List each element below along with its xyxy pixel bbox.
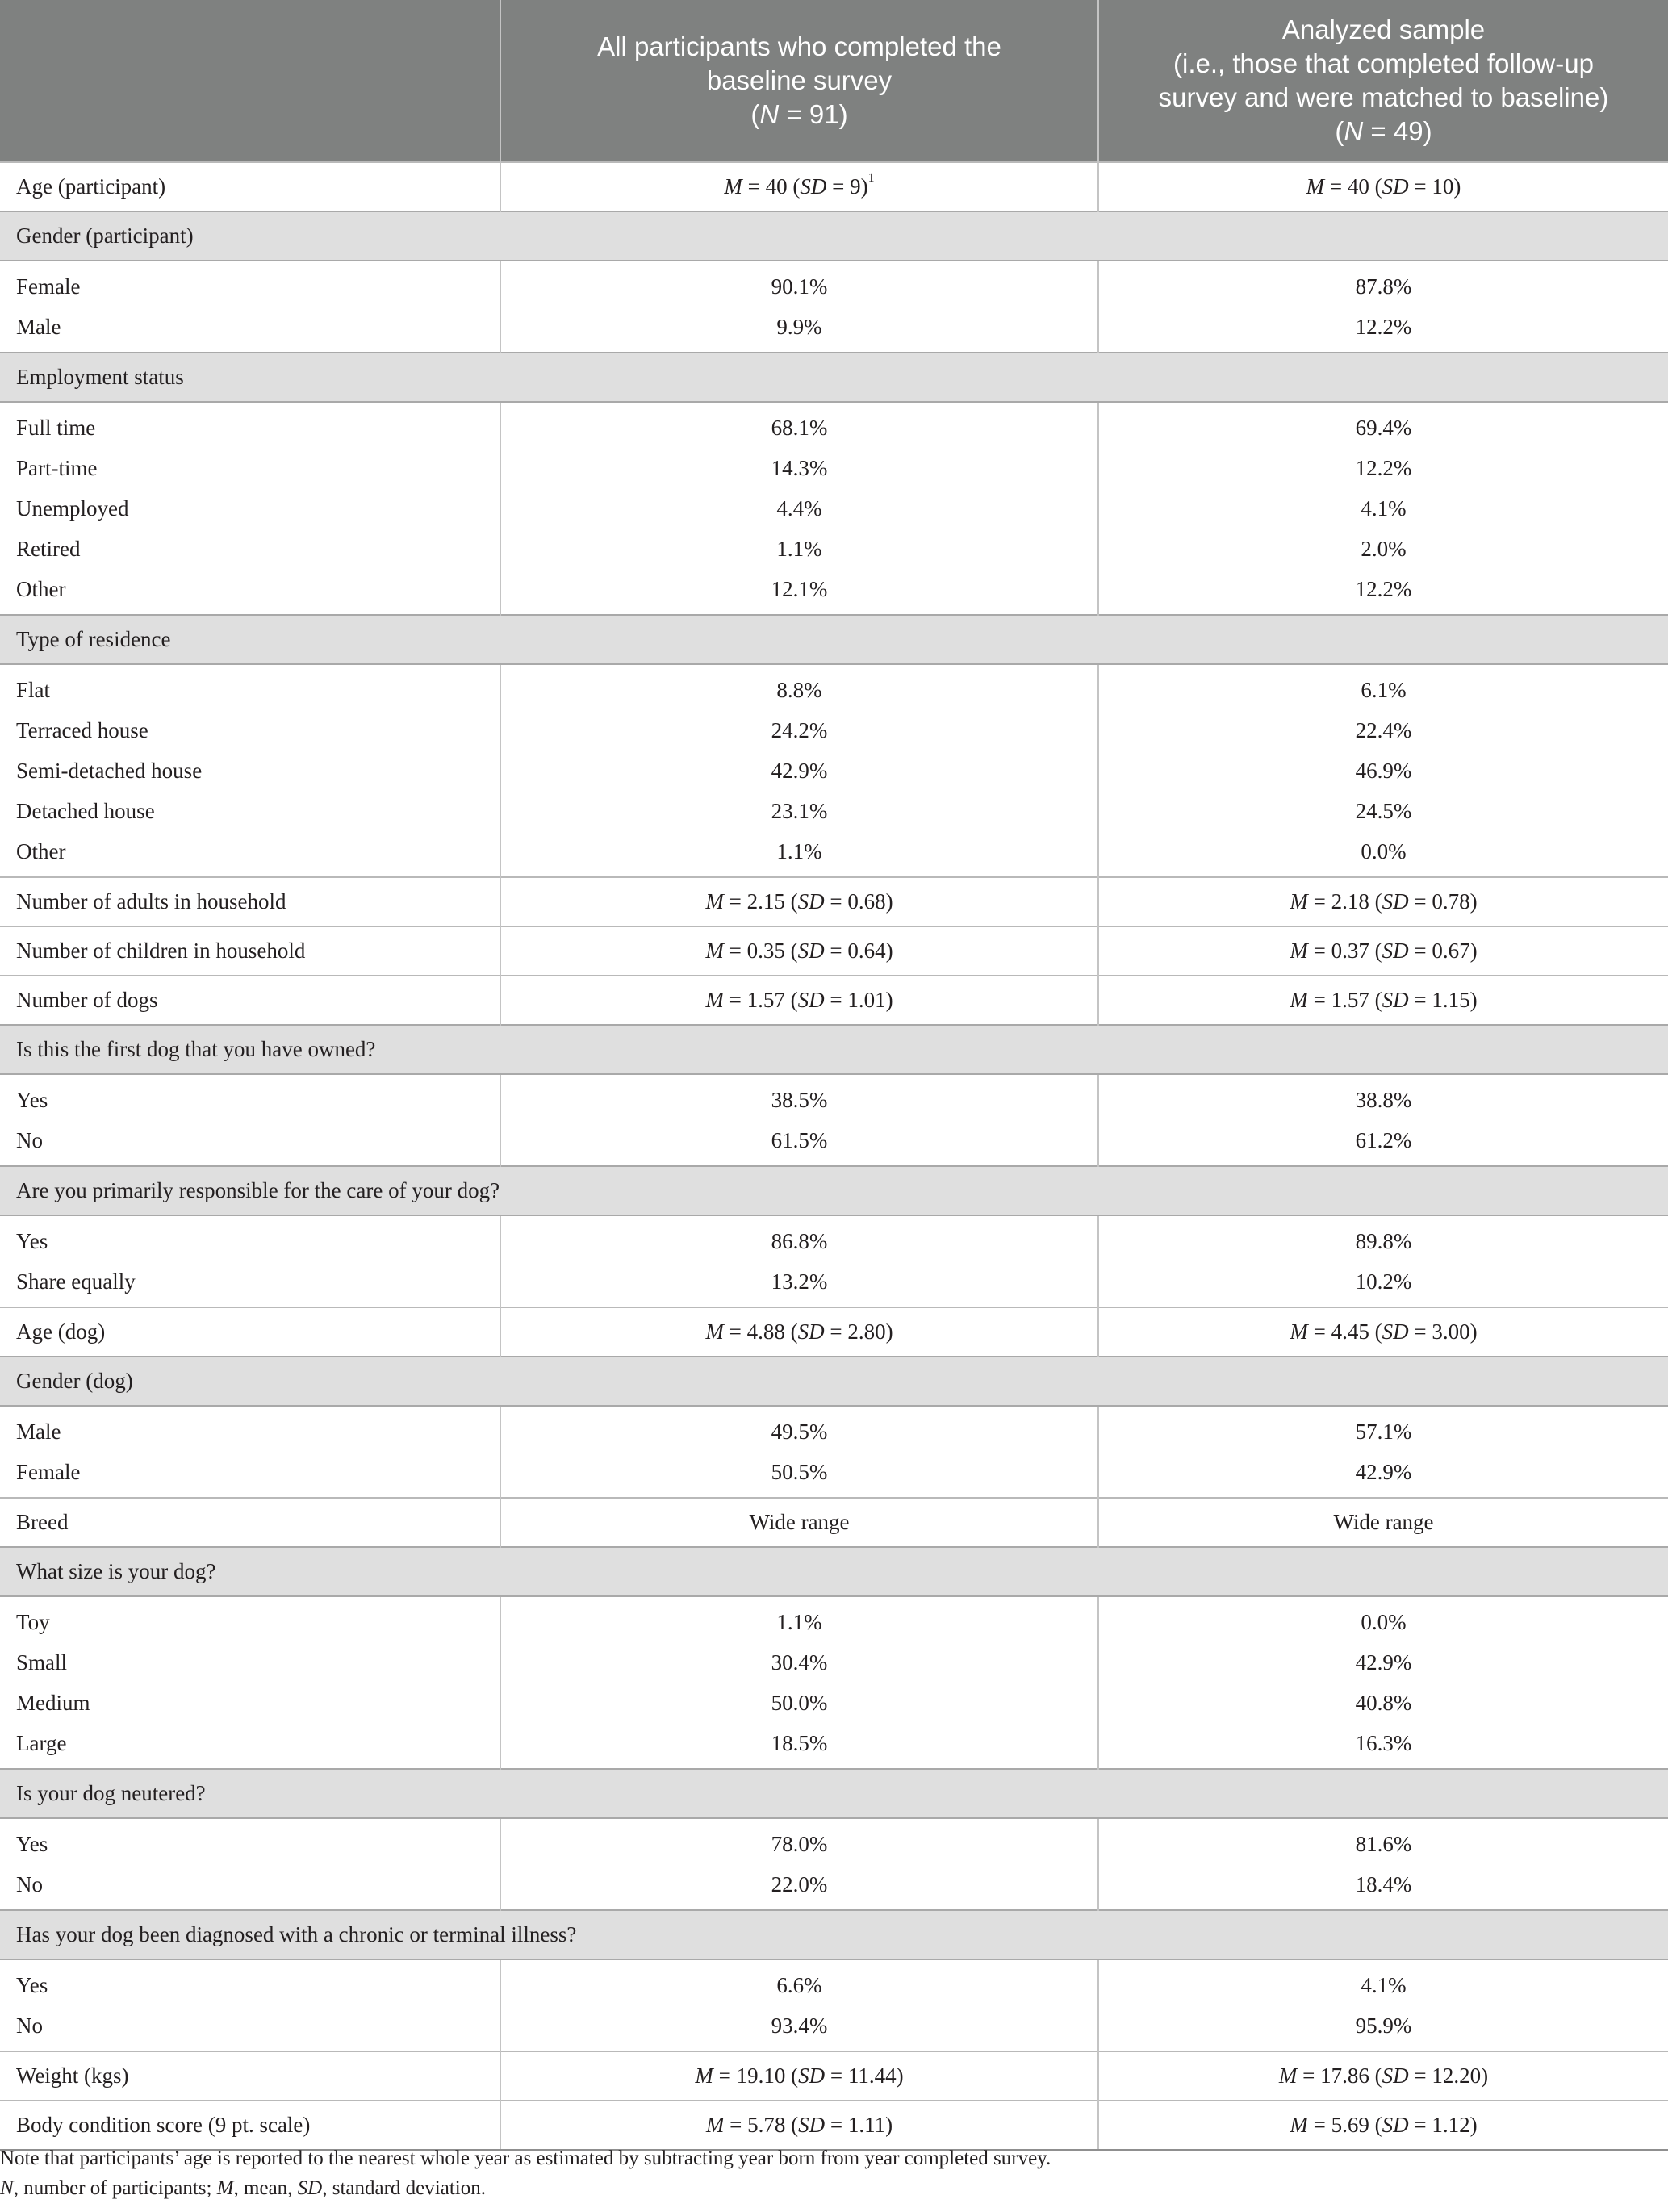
row-label: Retired <box>0 529 500 569</box>
row-label: Full time <box>0 402 500 448</box>
analyzed-value: M = 40 (SD = 10) <box>1098 162 1668 211</box>
row-label: Age (dog) <box>0 1307 500 1357</box>
table-row <box>0 1959 1668 2005</box>
header-line: (N = 91) <box>750 99 848 129</box>
table-header-row <box>0 0 1668 162</box>
row-label: Flat <box>0 664 500 710</box>
row-label: Number of dogs <box>0 976 500 1025</box>
row-label: No <box>0 1864 500 1910</box>
baseline-value: 68.1% <box>500 402 1098 448</box>
analyzed-value: 4.1% <box>1361 496 1407 521</box>
row-label: Toy <box>0 1596 500 1642</box>
row-label: Detached house <box>0 791 500 831</box>
row-label: Share equally <box>0 1261 500 1307</box>
table-row <box>0 976 1668 1025</box>
baseline-value: M = 5.78 (SD = 1.11) <box>500 2101 1098 2150</box>
row-label: Weight (kgs) <box>0 2051 500 2101</box>
row-label: Part-time <box>0 448 500 488</box>
header-line: baseline survey <box>706 65 893 95</box>
analyzed-value: 6.1% <box>1361 677 1407 702</box>
row-label: Number of adults in household <box>0 877 500 926</box>
section-label: Is your dog neutered? <box>0 1769 1668 1818</box>
table-row <box>0 2051 1668 2101</box>
analyzed-value: M = 2.18 (SD = 0.78) <box>1098 877 1668 926</box>
baseline-value: 4.4% <box>500 488 1098 529</box>
baseline-value: 9.9% <box>500 307 1098 353</box>
table-row <box>0 1864 1668 1910</box>
baseline-value: 90.1% <box>500 261 1098 307</box>
row-label: Unemployed <box>0 488 500 529</box>
table-row <box>0 926 1668 976</box>
row-label: Yes <box>0 1215 500 1261</box>
analyzed-value: 40.8% <box>1355 1690 1412 1715</box>
baseline-value: 18.5% <box>500 1723 1098 1769</box>
baseline-value: 30.4% <box>500 1642 1098 1683</box>
table-row <box>0 1498 1668 1547</box>
row-label: Medium <box>0 1683 500 1723</box>
baseline-value: 1.1% <box>500 529 1098 569</box>
header-line: (N = 49) <box>1335 116 1432 146</box>
row-label: Body condition score (9 pt. scale) <box>0 2101 500 2150</box>
analyzed-value: 24.5% <box>1355 798 1412 823</box>
analyzed-value: 10.2% <box>1355 1269 1412 1294</box>
baseline-value: M = 0.35 (SD = 0.64) <box>500 926 1098 976</box>
row-label: Other <box>0 569 500 615</box>
section-row <box>0 1769 1668 1818</box>
row-label: Female <box>0 261 500 307</box>
row-label: Terraced house <box>0 710 500 751</box>
table-row <box>0 448 1668 488</box>
table-row <box>0 1261 1668 1307</box>
baseline-value: 50.5% <box>500 1452 1098 1498</box>
baseline-value: 49.5% <box>500 1406 1098 1452</box>
table-row <box>0 488 1668 529</box>
baseline-value: 61.5% <box>500 1120 1098 1166</box>
analyzed-value: M = 17.86 (SD = 12.20) <box>1098 2051 1668 2101</box>
baseline-value: 12.1% <box>500 569 1098 615</box>
table-row <box>0 751 1668 791</box>
baseline-value: M = 4.88 (SD = 2.80) <box>500 1307 1098 1357</box>
analyzed-value: 18.4% <box>1355 1871 1412 1896</box>
table-row <box>0 402 1668 448</box>
header-line: (i.e., those that completed follow-up <box>1173 48 1594 78</box>
note-age: Note that participants’ age is reported to the nearest whole year as estimated by subtracting year born from year completed survey. <box>0 2147 1051 2169</box>
footnote-marker: 1 <box>867 171 875 185</box>
analyzed-value: 0.0% <box>1361 838 1407 863</box>
analyzed-value: 38.8% <box>1355 1087 1412 1112</box>
section-label: Type of residence <box>0 615 1668 664</box>
table-row <box>0 569 1668 615</box>
analyzed-value: M = 0.37 (SD = 0.67) <box>1098 926 1668 976</box>
header-line: survey and were matched to baseline) <box>1158 82 1609 112</box>
section-row <box>0 211 1668 261</box>
row-label: Other <box>0 831 500 877</box>
table-row <box>0 2101 1668 2150</box>
baseline-value: 50.0% <box>500 1683 1098 1723</box>
baseline-value: M = 19.10 (SD = 11.44) <box>500 2051 1098 2101</box>
row-label: Male <box>0 1406 500 1452</box>
baseline-value: 14.3% <box>500 448 1098 488</box>
baseline-value: 42.9% <box>500 751 1098 791</box>
table-row <box>0 1074 1668 1120</box>
section-row <box>0 1357 1668 1406</box>
section-label: Gender (dog) <box>0 1357 1668 1406</box>
baseline-value: 6.6% <box>500 1959 1098 2005</box>
row-label: Yes <box>0 1959 500 2005</box>
baseline-value: M = 40 (SD = 9)$^1$ <box>500 162 1098 211</box>
analyzed-value: 89.8% <box>1355 1228 1412 1253</box>
analyzed-value: 12.2% <box>1355 576 1412 601</box>
baseline-value: 8.8% <box>500 664 1098 710</box>
section-label: Has your dog been diagnosed with a chronic or terminal illness? <box>0 1910 1668 1959</box>
baseline-value: 22.0% <box>500 1864 1098 1910</box>
table-row <box>0 1683 1668 1723</box>
baseline-value: 38.5% <box>500 1074 1098 1120</box>
analyzed-value: M = 1.57 (SD = 1.15) <box>1098 976 1668 1025</box>
baseline-value: 93.4% <box>500 2005 1098 2051</box>
row-label: Semi-detached house <box>0 751 500 791</box>
table-row <box>0 307 1668 353</box>
table-body <box>0 162 1668 2150</box>
table-row <box>0 1642 1668 1683</box>
header-analyzed-column <box>1098 0 1668 162</box>
section-label: What size is your dog? <box>0 1547 1668 1596</box>
analyzed-value: 22.4% <box>1355 717 1412 742</box>
table-row <box>0 1818 1668 1864</box>
section-row <box>0 1910 1668 1959</box>
analyzed-value: 0.0% <box>1361 1609 1407 1634</box>
section-row <box>0 1166 1668 1215</box>
table-row <box>0 529 1668 569</box>
row-label: No <box>0 2005 500 2051</box>
row-label: Number of children in household <box>0 926 500 976</box>
table-row <box>0 1215 1668 1261</box>
table-row <box>0 664 1668 710</box>
row-label: Yes <box>0 1818 500 1864</box>
analyzed-value: M = 5.69 (SD = 1.12) <box>1098 2101 1668 2150</box>
table-row <box>0 2005 1668 2051</box>
analyzed-value: 16.3% <box>1355 1730 1412 1755</box>
note-abbreviations: N, number of participants; M, mean, SD, standard deviation. <box>0 2177 486 2199</box>
analyzed-value: 81.6% <box>1355 1831 1412 1856</box>
baseline-value: 78.0% <box>500 1818 1098 1864</box>
row-label: Male <box>0 307 500 353</box>
table-row <box>0 1596 1668 1642</box>
analyzed-value: 2.0% <box>1361 536 1407 561</box>
analyzed-value: 42.9% <box>1355 1459 1412 1484</box>
section-label: Employment status <box>0 353 1668 402</box>
row-label: Breed <box>0 1498 500 1547</box>
section-label: Gender (participant) <box>0 211 1668 261</box>
analyzed-value: 42.9% <box>1355 1650 1412 1675</box>
table-row <box>0 1452 1668 1498</box>
row-label: Age (participant) <box>0 162 500 211</box>
table-row <box>0 1723 1668 1769</box>
table-row <box>0 162 1668 211</box>
baseline-value: 1.1% <box>500 831 1098 877</box>
header-baseline-column <box>500 0 1098 162</box>
section-row <box>0 1547 1668 1596</box>
baseline-value: 23.1% <box>500 791 1098 831</box>
header-line: Analyzed sample <box>1281 15 1486 44</box>
analyzed-value: 4.1% <box>1361 1972 1407 1997</box>
analyzed-value: 57.1% <box>1355 1419 1412 1444</box>
row-label: Female <box>0 1452 500 1498</box>
baseline-value: 1.1% <box>500 1596 1098 1642</box>
section-label: Are you primarily responsible for the care of your dog? <box>0 1166 1668 1215</box>
analyzed-value: 69.4% <box>1355 415 1412 440</box>
analyzed-value: 95.9% <box>1355 2013 1412 2038</box>
row-label: No <box>0 1120 500 1166</box>
header-label-column <box>0 0 500 162</box>
section-row <box>0 1025 1668 1074</box>
analyzed-value: 12.2% <box>1355 314 1412 339</box>
section-row <box>0 615 1668 664</box>
table-row <box>0 1120 1668 1166</box>
header-line: All participants who completed the <box>597 31 1001 61</box>
baseline-value: Wide range <box>500 1498 1098 1547</box>
table-row <box>0 791 1668 831</box>
row-label: Yes <box>0 1074 500 1120</box>
row-label: Small <box>0 1642 500 1683</box>
baseline-value: 86.8% <box>500 1215 1098 1261</box>
baseline-value: 24.2% <box>500 710 1098 751</box>
analyzed-value: 46.9% <box>1355 758 1412 783</box>
table-row <box>0 877 1668 926</box>
analyzed-value: Wide range <box>1098 1498 1668 1547</box>
analyzed-value: M = 4.45 (SD = 3.00) <box>1098 1307 1668 1357</box>
baseline-value: 13.2% <box>500 1261 1098 1307</box>
analyzed-value: 61.2% <box>1355 1127 1412 1152</box>
table-row <box>0 831 1668 877</box>
table-notes <box>0 2143 1668 2203</box>
table-row <box>0 1307 1668 1357</box>
table-row <box>0 710 1668 751</box>
section-label: Is this the first dog that you have owned? <box>0 1025 1668 1074</box>
row-label: Large <box>0 1723 500 1769</box>
table-row <box>0 1406 1668 1452</box>
analyzed-value: 12.2% <box>1355 455 1412 480</box>
baseline-value: M = 2.15 (SD = 0.68) <box>500 877 1098 926</box>
table-row <box>0 261 1668 307</box>
analyzed-value: 87.8% <box>1355 274 1412 299</box>
baseline-value: M = 1.57 (SD = 1.01) <box>500 976 1098 1025</box>
section-row <box>0 353 1668 402</box>
